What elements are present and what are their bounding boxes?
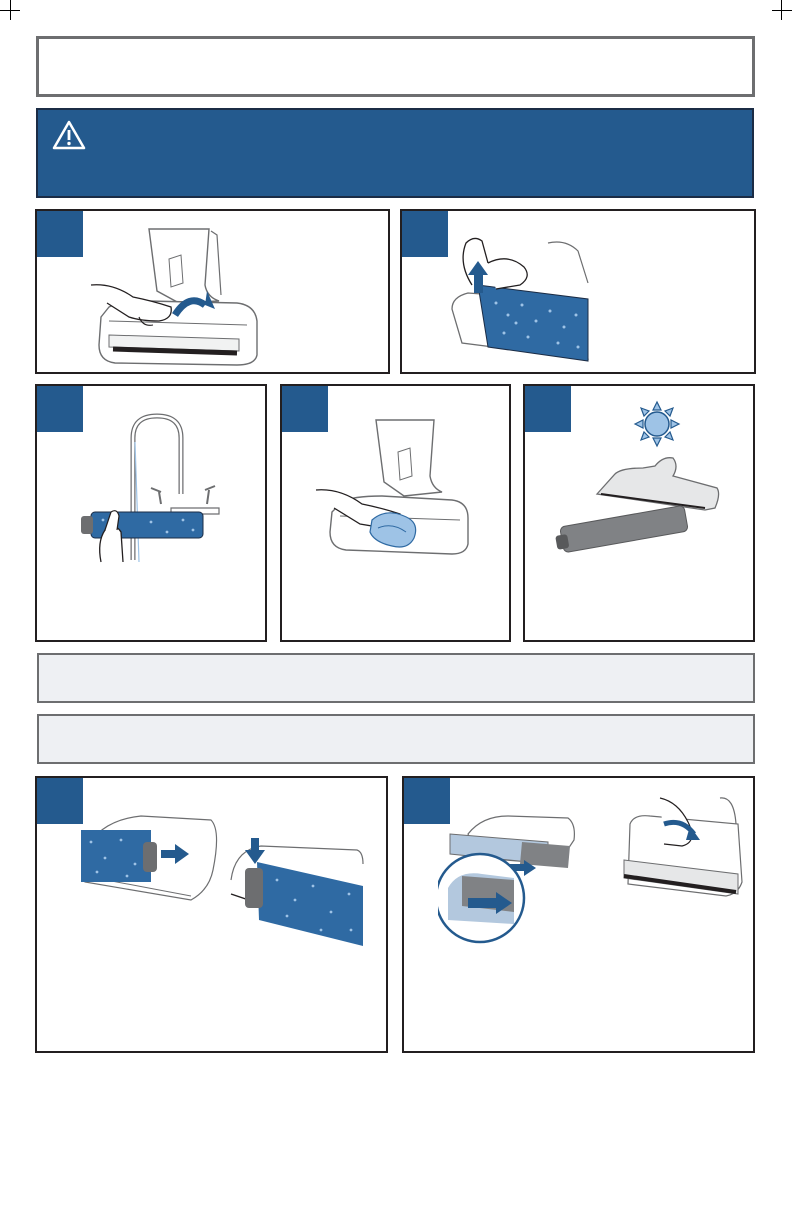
step-panel-2 (400, 209, 756, 374)
note-box-1 (37, 653, 755, 703)
page-title-box (36, 36, 755, 97)
step-panel-3 (35, 384, 267, 642)
step-panel-1 (35, 209, 390, 374)
warning-triangle-icon (52, 120, 86, 150)
brush-roll-install-illustration (81, 790, 381, 950)
brush-roll-removal-illustration (448, 223, 590, 373)
step-number (37, 211, 83, 257)
step-panel-6 (35, 776, 388, 1053)
step-panel-7 (402, 776, 755, 1053)
step-number (402, 211, 448, 257)
step-panel-5 (523, 384, 755, 642)
cover-install-illustration (438, 794, 748, 946)
warning-banner (36, 108, 754, 198)
wipe-foot-illustration (312, 416, 472, 564)
cleaner-foot-illustration (87, 225, 287, 373)
step-panel-4 (280, 384, 511, 642)
air-dry-illustration (555, 396, 735, 556)
step-number (37, 778, 83, 824)
faucet-rinse-illustration (77, 412, 229, 564)
note-box-2 (37, 714, 755, 764)
sun-icon (635, 402, 679, 446)
